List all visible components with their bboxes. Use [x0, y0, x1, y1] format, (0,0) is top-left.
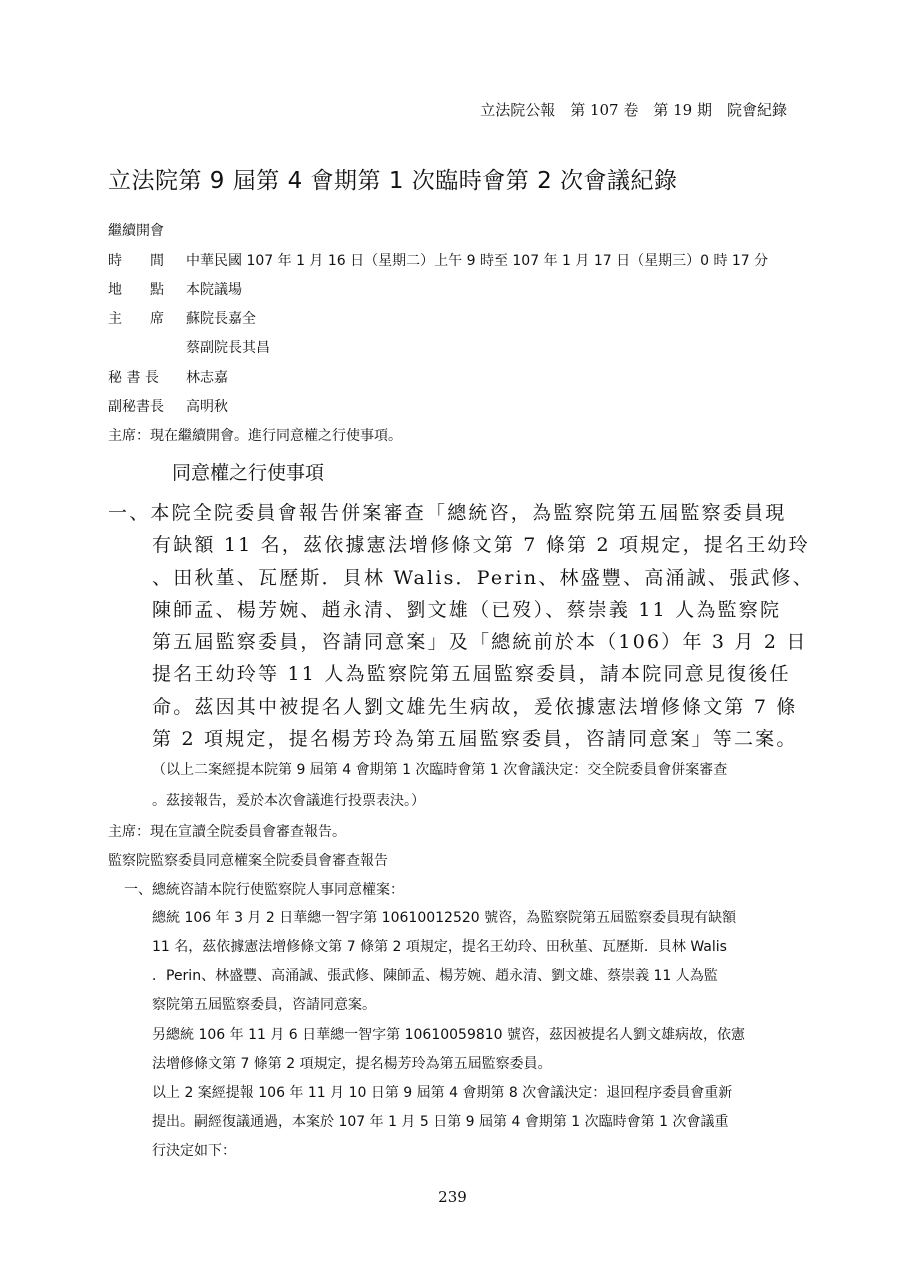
item-one-line: 、田秋堇、瓦歷斯．貝林 Walis．Perin、林盛豐、高涌誠、張武修、: [152, 567, 814, 589]
para1-line: 11 名，茲依據憲法增修條文第 7 條第 2 項規定，提名王幼玲、田秋堇、瓦歷斯．貝林 Walis: [152, 939, 727, 955]
info-place: [108, 279, 242, 299]
chair-statement-1: 主席：現在繼續開會。進行同意權之行使事項。: [108, 428, 402, 444]
para1-line: 總統 106 年 3 月 2 日華總一智字第 10610012520 號咨，為監察院第五屆監察委員現有缺額: [152, 910, 737, 926]
item-one-line: 一、本院全院委員會報告併案審查「總統咨，為監察院第五屆監察委員現: [108, 502, 787, 524]
time-value: 中華民國 107 年 1 月 16 日（星期二）上午 9 時至 107 年 1 月 17 日（星期三）0 時 17 分: [186, 253, 769, 269]
para3-line: 提出。嗣經復議通過，本案於 107 年 1 月 5 日第 9 屆第 4 會期第 1 次臨時會第 1 次會議重: [152, 1114, 729, 1130]
page-number: 239: [438, 1188, 467, 1206]
secretary-value: 林志嘉: [186, 370, 228, 386]
subheading: 同意權之行使事項: [172, 462, 325, 484]
chair-statement-2: 主席：現在宣讀全院委員會審查報告。: [108, 824, 346, 840]
item-one-line: 第 2 項規定，提名楊芳玲為第五屆監察委員，咨請同意案」等二案。: [152, 728, 798, 750]
secretary-label: 秘 書 長: [108, 370, 159, 386]
note-line: （以上二案經提本院第 9 屆第 4 會期第 1 次臨時會第 1 次會議決定：交全院委員會併案審查: [152, 762, 728, 778]
chair-value-2: 蔡副院長其昌: [186, 340, 270, 356]
info-chair: [108, 308, 256, 328]
para3-line: 行決定如下：: [152, 1143, 236, 1159]
note-line: 。茲接報告，爰於本次會議進行投票表決。）: [152, 793, 425, 809]
item-one-line: 提名王幼玲等 11 人為監察院第五屆監察委員，請本院同意見復後任: [152, 663, 791, 685]
info-time: [108, 250, 768, 270]
chair-label: 主 席: [108, 311, 164, 327]
item-one-line: 第五屆監察委員，咨請同意案」及「總統前於本（106）年 3 月 2 日: [152, 631, 808, 653]
session-label: 繼續開會: [108, 223, 164, 239]
item-one-line: 有缺額 11 名，茲依據憲法增修條文第 7 條第 2 項規定，提名王幼玲: [152, 534, 810, 556]
chair-value-1: 蘇院長嘉全: [186, 311, 256, 327]
para1-line: ．Perin、林盛豐、高涌誠、張武修、陳師孟、楊芳婉、趙永清、劉文雄、蔡崇義 11 人為監: [152, 968, 718, 984]
para1-line: 察院第五屆監察委員，咨請同意案。: [152, 997, 376, 1013]
para2-line: 法增修條文第 7 條第 2 項規定，提名楊芳玲為第五屆監察委員。: [152, 1056, 552, 1072]
page-title: 立法院第 9 屆第 4 會期第 1 次臨時會第 2 次會議紀錄: [108, 168, 678, 194]
info-chair-2: [108, 337, 270, 357]
report-title: 監察院監察委員同意權案全院委員會審查報告: [108, 853, 388, 869]
para2-line: 另總統 106 年 11 月 6 日華總一智字第 10610059810 號咨，茲因被提名人劉文雄病故，依憲: [152, 1027, 746, 1043]
time-label: 時 間: [108, 253, 164, 269]
deputy-value: 高明秋: [186, 399, 228, 415]
info-deputy: [108, 396, 228, 416]
running-header: 立法院公報 第 107 卷 第 19 期 院會紀錄: [480, 101, 787, 119]
item-one-line: 命。茲因其中被提名人劉文雄先生病故，爰依據憲法增修條文第 7 條: [152, 696, 798, 718]
report-item-1: 一、總統咨請本院行使監察院人事同意權案：: [124, 882, 404, 898]
place-value: 本院議場: [186, 282, 242, 298]
deputy-label: 副秘書長: [108, 399, 164, 415]
place-label: 地 點: [108, 282, 164, 298]
info-secretary: [108, 367, 228, 387]
para3-line: 以上 2 案經提報 106 年 11 月 10 日第 9 屆第 4 會期第 8 次會議決定：退回程序委員會重新: [152, 1085, 733, 1101]
item-one-line: 陳師孟、楊芳婉、趙永清、劉文雄（已歿）、蔡崇義 11 人為監察院: [152, 599, 782, 621]
